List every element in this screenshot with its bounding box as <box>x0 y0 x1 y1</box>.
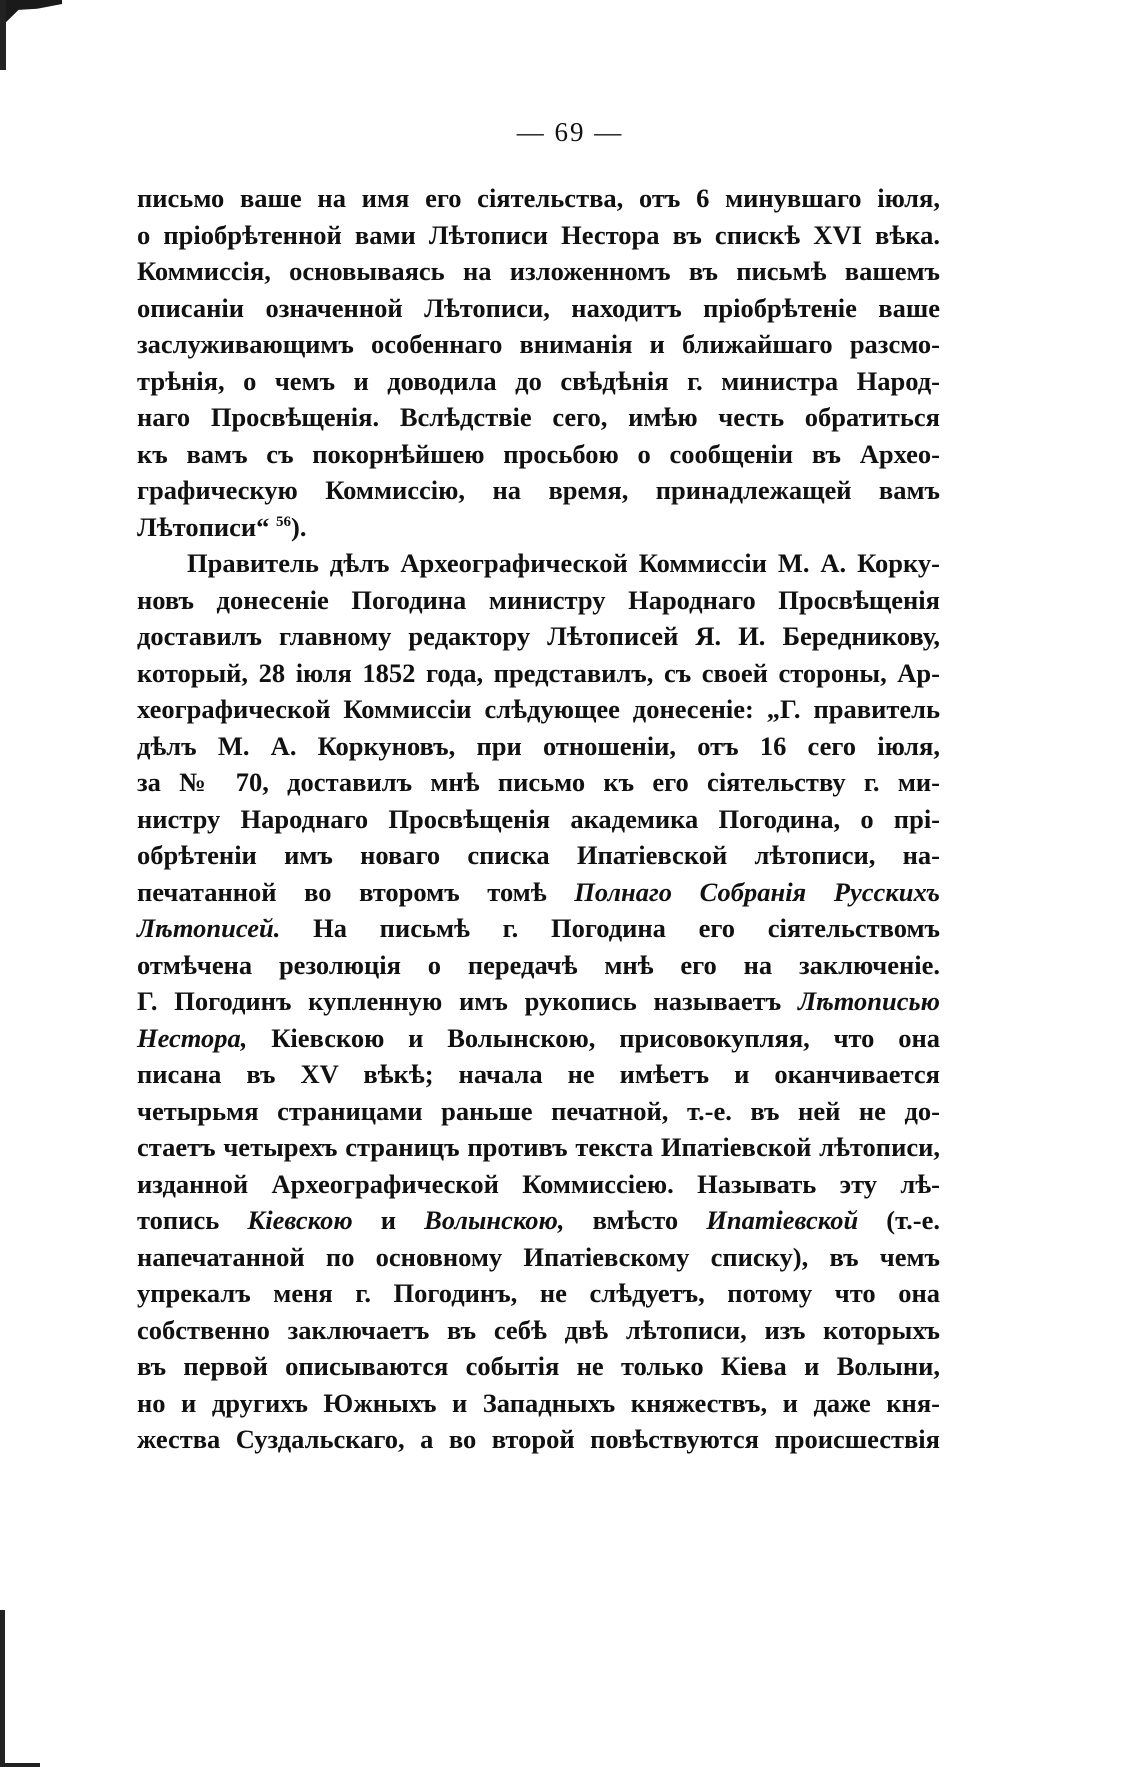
text-line: къ вамъ съ покорнѣйшею просьбою о сообщеніи въ Археo- <box>137 438 940 469</box>
text-line: Нестора, Кіевскою и Волынскою, присовокупляя, что она <box>137 1022 940 1053</box>
text-line: наго Просвѣщенія. Вслѣдствіе сего, имѣю честь обратиться <box>137 402 940 432</box>
page-number: — 69 — <box>516 117 624 147</box>
text-line: топись Кіевскою и Волынскою, вмѣсто Ипатіевской (т.-е. <box>137 1205 940 1235</box>
text-line: новъ донесеніе Погодина министру Народнаго Просвѣщенія <box>137 584 940 615</box>
text-line: упрекалъ меня г. Погодинъ, не слѣдуетъ, потому что она <box>137 1278 940 1308</box>
text-line: напечатанной по основному Ипатіевскому списку), въ чемъ <box>137 1241 940 1272</box>
scan-edge-top <box>0 0 6 70</box>
text-line: Лѣтописей. На письмѣ г. Погодина его сіятельствомъ <box>137 913 940 943</box>
text-line: печатанной во второмъ томѣ Полнаго Собранія Русскихъ <box>137 876 941 907</box>
paragraph-1 <box>137 180 940 545</box>
text-line: доставилъ главному редактору Лѣтописей Я. И. Бередникову, <box>137 621 940 651</box>
text-line: собственно заключаетъ въ себѣ двѣ лѣтописи, изъ которыхъ <box>137 1314 940 1345</box>
text-line: Коммиссія, основываясь на изложенномъ въ письмѣ вашемъ <box>137 256 940 286</box>
text-line: заслуживающимъ особеннаго вниманія и ближайшаго разсмо- <box>137 329 940 359</box>
text-line: Г. Погодинъ купленную имъ рукопись называетъ Лѣтописью <box>137 986 940 1016</box>
text-line: изданной Археографической Коммиссіею. Называть эту лѣ- <box>137 1168 940 1199</box>
body-text <box>137 180 940 1458</box>
text-line: но и другихъ Южныхъ и Западныхъ княжествъ, и даже кня- <box>137 1387 940 1418</box>
text-line: графическую Коммиссію, на время, принадлежащей вамъ <box>137 475 940 505</box>
paragraph-2 <box>137 545 940 1458</box>
text-line: дѣлъ М. А. Коркуновъ, при отношеніи, отъ 16 сего іюля, <box>137 730 940 761</box>
text-line: отмѣчена резолюція о передачѣ мнѣ его на заключеніе. <box>137 949 940 980</box>
text-line: жества Суздальскаго, а во второй повѣствуются происшествія <box>137 1424 940 1454</box>
text-line: нистру Народнаго Просвѣщенія академика Погодина, о прі- <box>137 803 940 834</box>
text-line: описаніи означенной Лѣтописи, находитъ пріобрѣтеніе ваше <box>137 292 940 323</box>
text-line: въ первой описываются событія не только Кіева и Волыни, <box>137 1351 940 1381</box>
text-line: письмо ваше на имя его сіятельства, отъ 6 минувшаго іюля, <box>137 183 940 213</box>
text-line: за № 70, доставилъ мнѣ письмо къ его сіятельству г. ми- <box>137 767 940 797</box>
text-line: четырьмя страницами раньше печатной, т.-е. въ ней не до- <box>137 1095 940 1126</box>
text-line: Правитель дѣлъ Археографической Коммиссіи М. А. Корку- <box>187 548 940 578</box>
text-line: который, 28 іюля 1852 года, представилъ, съ своей стороны, Ар- <box>137 657 940 688</box>
footnote-ref: 56 <box>276 513 292 530</box>
text-line: обрѣтеніи имъ новаго списка Ипатіевской лѣтописи, на- <box>137 840 940 870</box>
text-line: стаетъ четырехъ страницъ противъ текста Ипатіевской лѣтописи, <box>137 1132 940 1162</box>
text-line: трѣнія, о чемъ и доводила до свѣдѣнія г. министра Народ- <box>137 365 940 396</box>
scan-edge-bottom <box>0 1610 5 1767</box>
scan-corner-mark <box>0 0 62 22</box>
text-line: писана въ XV вѣкѣ; начала не имѣетъ и оканчивается <box>137 1059 940 1089</box>
text-line: Лѣтописи“ $^{56}$). <box>137 511 307 542</box>
text-line: о пріобрѣтенной вами Лѣтописи Нестора въ спискѣ XVI вѣка. <box>137 219 940 250</box>
text-line: хеографической Коммиссіи слѣдующее донесеніе: „Г. правитель <box>137 694 940 724</box>
